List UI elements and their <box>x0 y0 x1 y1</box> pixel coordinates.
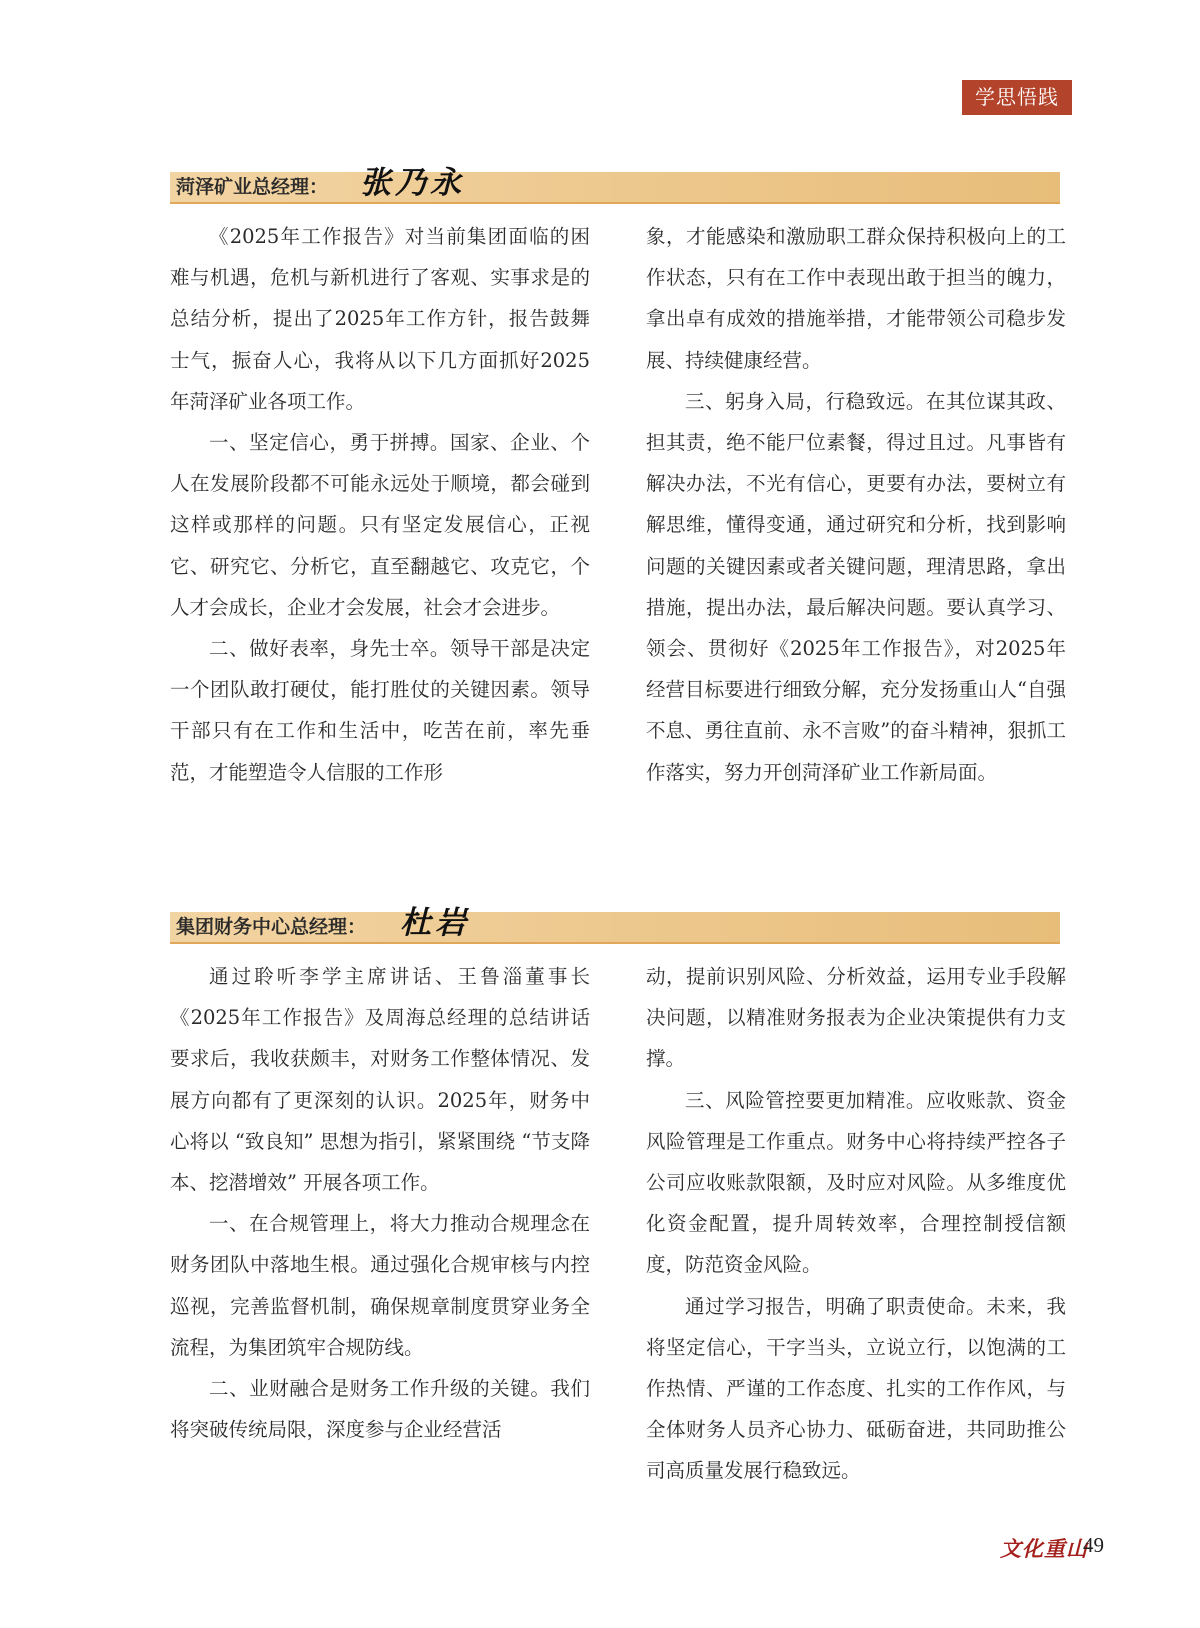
article-1 <box>170 165 1066 784</box>
paragraph: 三、躬身入局，行稳致远。在其位谋其政、担其责，绝不能尸位素餐，得过且过。凡事皆有解决办法，不光有信心，更要有办法，要树立有解思维，懂得变通，通过研究和分析，找到影响问题的关键因素或者关键问题，理清思路，拿出措施，提出办法，最后解决问题。要认真学习、领会、贯彻好《2025年工作报告》，对2025年经营目标要进行细致分解，充分发扬重山人“自强不息、勇往直前、永不言败”的奋斗精神，狠抓工作落实，努力开创菏泽矿业工作新局面。 <box>646 389 1066 784</box>
magazine-logo: 文化重山 <box>1000 1536 1088 1561</box>
paragraph: 一、在合规管理上，将大力推动合规理念在财务团队中落地生根。通过强化合规审核与内控巡视，完善监督机制，确保规章制度贯穿业务全流程，为集团筑牢合规防线。 <box>170 1212 590 1359</box>
article-1-left-column <box>170 216 590 793</box>
article-2-author-signature: 杜岩 <box>400 905 470 941</box>
article-1-role: 菏泽矿业总经理： <box>176 176 329 198</box>
paragraph: 二、业财融合是财务工作升级的关键。我们将突破传统局限，深度参与企业经营活 <box>170 1377 590 1442</box>
paragraph-continuation: 象，才能感染和激励职工群众保持积极向上的工作状态，只有在工作中表现出敢于担当的魄力，拿出卓有成效的措施举措，才能带领公司稳步发展、持续健康经营。 <box>646 225 1066 372</box>
article-1-heading <box>170 165 1060 204</box>
article-1-author-signature: 张乃永 <box>360 165 465 201</box>
paragraph: 通过聆听李学主席讲话、王鲁淄董事长《2025年工作报告》及周海总经理的总结讲话要求后，我收获颇丰，对财务工作整体情况、发展方向都有了更深刻的认识。2025年，财务中心将以 “致良知” 思想为指引，紧紧围绕 “节支降本、挖潜增效” 开展各项工作。 <box>170 965 590 1195</box>
paragraph: 一、坚定信心，勇于拼搏。国家、企业、个人在发展阶段都不可能永远处于顺境，都会碰到这样或那样的问题。只有坚定发展信心，正视它、研究它、分析它，直至翻越它、攻克它，个人才会成长，企业才会发展，社会才会进步。 <box>170 431 590 619</box>
paragraph: 三、风险管控要更加精准。应收账款、资金风险管理是工作重点。财务中心将持续严控各子公司应收账款限额，及时应对风险。从多维度优化资金配置，提升周转效率，合理控制授信额度，防范资金风险。 <box>646 1088 1066 1277</box>
section-tag: 学思悟践 <box>962 80 1072 115</box>
article-2-heading <box>170 905 1060 944</box>
article-1-right-column <box>646 216 1066 793</box>
paragraph-continuation: 动，提前识别风险、分析效益，运用专业手段解决问题，以精准财务报表为企业决策提供有力支撑。 <box>646 965 1066 1071</box>
article-2-right-column <box>646 956 1066 1492</box>
paragraph: 通过学习报告，明确了职责使命。未来，我将坚定信心，干字当头，立说立行，以饱满的工作热情、严谨的工作态度、扎实的工作作风，与全体财务人员齐心协力、砥砺奋进，共同助推公司高质量发展行稳致远。 <box>646 1294 1066 1483</box>
paragraph: 二、做好表率，身先士卒。领导干部是决定一个团队敢打硬仗，能打胜仗的关键因素。领导干部只有在工作和生活中，吃苦在前，率先垂范，才能塑造令人信服的工作形 <box>170 637 590 784</box>
article-2-role: 集团财务中心总经理： <box>176 916 367 938</box>
paragraph: 《2025年工作报告》对当前集团面临的困难与机遇，危机与新机进行了客观、实事求是的总结分析，提出了2025年工作方针，报告鼓舞士气，振奋人心，我将从以下几方面抓好2025年菏泽矿业各项工作。 <box>170 225 590 413</box>
article-2 <box>170 905 1066 1483</box>
article-2-left-column <box>170 956 590 1450</box>
page-number: 49 <box>1083 1533 1104 1557</box>
